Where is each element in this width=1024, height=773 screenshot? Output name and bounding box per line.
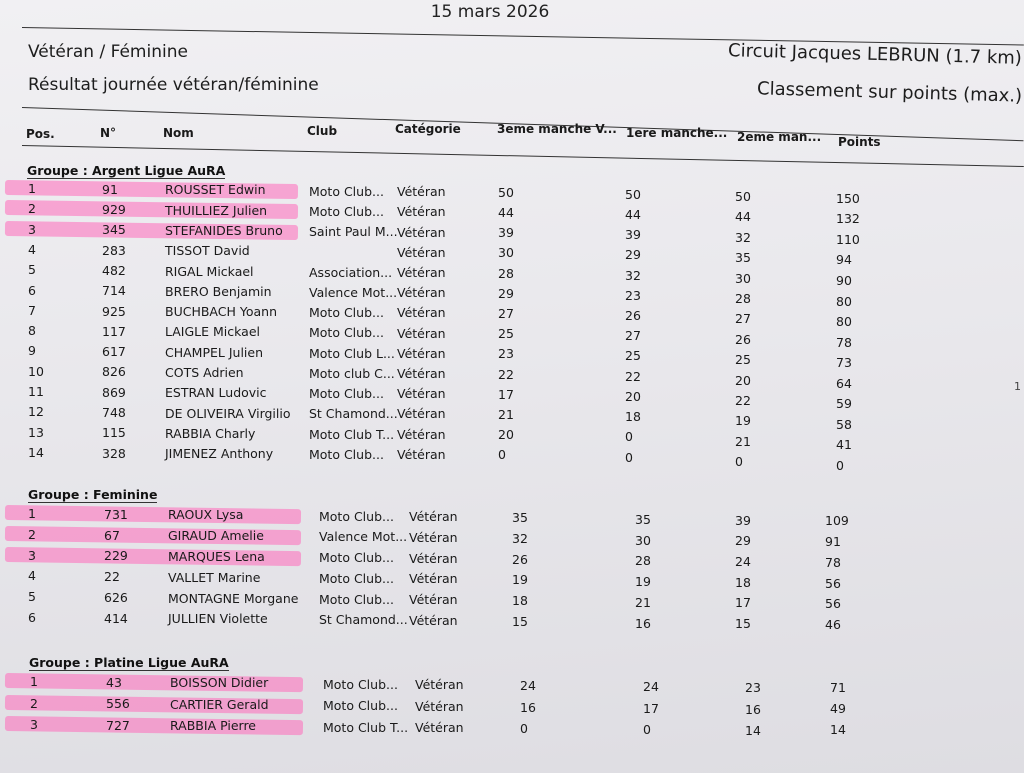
cell-race2: 28 bbox=[735, 290, 751, 306]
cell-race3: 0 bbox=[520, 720, 528, 736]
cell-race3: 27 bbox=[498, 305, 514, 321]
cell-race3: 16 bbox=[520, 699, 536, 715]
col-header-name: Nom bbox=[163, 126, 194, 140]
cell-points: 59 bbox=[836, 396, 852, 412]
cell-num: 328 bbox=[102, 445, 126, 461]
cell-race2: 30 bbox=[735, 270, 751, 286]
cell-name: COTS Adrien bbox=[165, 365, 244, 381]
cell-club: St Chamond... bbox=[309, 406, 398, 422]
cell-name: DE OLIVEIRA Virgilio bbox=[165, 405, 291, 421]
cell-club: Valence Mot... bbox=[319, 529, 408, 545]
cell-club: Moto Club... bbox=[323, 698, 398, 714]
cell-race3: 26 bbox=[512, 551, 528, 567]
cell-category: Vétéran bbox=[409, 592, 458, 608]
cell-race1: 0 bbox=[625, 449, 633, 465]
cell-race1: 18 bbox=[625, 409, 641, 425]
cell-race2: 29 bbox=[735, 533, 751, 549]
cell-points: 78 bbox=[836, 334, 852, 350]
cell-category: Vétéran bbox=[409, 529, 458, 545]
cell-category: Vétéran bbox=[397, 345, 446, 361]
cell-club: Moto Club L... bbox=[309, 345, 395, 361]
cell-category: Vétéran bbox=[397, 386, 446, 402]
cell-pos: 13 bbox=[28, 424, 44, 440]
cell-race1: 16 bbox=[635, 615, 651, 631]
cell-race2: 15 bbox=[735, 616, 751, 632]
cell-race1: 24 bbox=[643, 679, 659, 695]
cell-num: 414 bbox=[104, 610, 128, 626]
cell-num: 482 bbox=[102, 262, 126, 278]
cell-num: 626 bbox=[104, 589, 128, 605]
cell-num: 117 bbox=[102, 323, 126, 339]
cell-pos: 7 bbox=[28, 302, 36, 318]
col-header-race1: 1ere manche... bbox=[626, 126, 728, 140]
cell-num: 727 bbox=[106, 717, 130, 733]
cell-race3: 50 bbox=[498, 184, 514, 200]
cell-name: MONTAGNE Morgane bbox=[168, 590, 299, 606]
cell-num: 731 bbox=[104, 506, 128, 522]
cell-race3: 25 bbox=[498, 326, 514, 342]
cell-name: JULLIEN Violette bbox=[168, 611, 268, 627]
col-header-num: N° bbox=[100, 126, 117, 140]
result-line: Résultat journée vétéran/féminine bbox=[28, 75, 319, 95]
cell-num: 67 bbox=[104, 527, 120, 543]
cell-race1: 26 bbox=[625, 308, 641, 323]
cell-club: Saint Paul M... bbox=[309, 224, 398, 240]
cell-pos: 4 bbox=[28, 241, 36, 257]
cell-race1: 22 bbox=[625, 368, 641, 384]
col-header-pos: Pos. bbox=[26, 127, 55, 141]
cell-name: BUCHBACH Yoann bbox=[165, 304, 277, 320]
cell-name: LAIGLE Mickael bbox=[165, 324, 260, 340]
cell-race2: 44 bbox=[735, 209, 751, 225]
cell-num: 229 bbox=[104, 548, 128, 564]
cell-name: RAOUX Lysa bbox=[168, 507, 244, 523]
cell-category: Vétéran bbox=[397, 365, 446, 381]
cell-race1: 27 bbox=[625, 328, 641, 344]
highlight-mark bbox=[5, 716, 303, 735]
cell-pos: 6 bbox=[28, 282, 36, 298]
cell-category: Vétéran bbox=[409, 550, 458, 566]
cell-race2: 27 bbox=[735, 311, 751, 327]
cell-name: JIMENEZ Anthony bbox=[165, 446, 274, 462]
group-title: Groupe : Argent Ligue AuRA bbox=[27, 163, 226, 178]
cell-race2: 35 bbox=[735, 250, 751, 266]
cell-name: VALLET Marine bbox=[168, 569, 261, 585]
cell-race3: 0 bbox=[498, 447, 506, 463]
cell-race3: 35 bbox=[512, 510, 528, 526]
cell-pos: 3 bbox=[28, 221, 36, 237]
cell-club: Moto Club... bbox=[309, 203, 384, 219]
cell-name: BOISSON Didier bbox=[170, 675, 269, 691]
cell-category: Vétéran bbox=[397, 224, 446, 240]
cell-race3: 17 bbox=[498, 386, 514, 402]
cell-race3: 29 bbox=[498, 285, 514, 301]
cell-race1: 20 bbox=[625, 388, 641, 404]
cell-points: 90 bbox=[836, 273, 852, 288]
cell-race1: 0 bbox=[643, 721, 651, 737]
cell-race1: 30 bbox=[635, 532, 651, 548]
cell-club: Valence Mot... bbox=[309, 284, 398, 300]
cell-num: 283 bbox=[102, 242, 126, 258]
col-header-points: Points bbox=[838, 135, 881, 149]
circuit-title: Circuit Jacques LEBRUN (1.7 km) bbox=[727, 40, 1023, 69]
cell-race1: 23 bbox=[625, 287, 641, 303]
col-header-club: Club bbox=[307, 124, 338, 138]
cell-race1: 39 bbox=[625, 227, 641, 243]
cell-race1: 35 bbox=[635, 511, 651, 527]
highlight-mark bbox=[5, 505, 301, 524]
cell-category: Vétéran bbox=[409, 571, 458, 587]
cell-club: Moto Club... bbox=[309, 325, 384, 341]
cell-race3: 28 bbox=[498, 265, 514, 281]
cell-points: 56 bbox=[825, 575, 841, 591]
cell-race2: 21 bbox=[735, 433, 751, 449]
cell-name: MARQUES Lena bbox=[168, 549, 265, 564]
cell-race1: 29 bbox=[625, 247, 641, 263]
cell-name: TISSOT David bbox=[165, 243, 250, 259]
cell-points: 150 bbox=[836, 190, 860, 206]
cell-points: 94 bbox=[836, 252, 852, 268]
cell-points: 80 bbox=[836, 314, 852, 330]
cell-race3: 15 bbox=[512, 613, 528, 629]
cell-pos: 2 bbox=[30, 695, 38, 711]
cell-race2: 22 bbox=[735, 393, 751, 409]
cell-points: 46 bbox=[825, 616, 841, 632]
cell-club: Moto Club... bbox=[319, 508, 394, 524]
cell-pos: 1 bbox=[30, 674, 38, 690]
cell-category: Vétéran bbox=[415, 677, 464, 693]
cell-club: Moto Club... bbox=[319, 591, 394, 607]
cell-category: Vétéran bbox=[415, 698, 464, 714]
cell-points: 58 bbox=[836, 416, 852, 432]
cell-race3: 20 bbox=[498, 427, 514, 443]
cell-race3: 19 bbox=[512, 572, 528, 588]
cell-race1: 44 bbox=[625, 206, 641, 222]
cell-category: Vétéran bbox=[397, 406, 446, 422]
cell-race1: 17 bbox=[643, 700, 659, 716]
cell-race2: 25 bbox=[735, 352, 751, 368]
cell-pos: 1 bbox=[28, 506, 36, 521]
cell-name: STEFANIDES Bruno bbox=[165, 222, 283, 238]
cell-pos: 2 bbox=[28, 201, 36, 217]
cell-club: Moto Club... bbox=[319, 550, 394, 566]
cell-points: 109 bbox=[825, 513, 849, 529]
cell-club: Association... bbox=[309, 264, 393, 280]
cell-pos: 9 bbox=[28, 343, 36, 359]
cell-pos: 14 bbox=[28, 444, 44, 460]
cell-race3: 39 bbox=[498, 225, 514, 241]
cell-num: 43 bbox=[106, 674, 122, 690]
cell-points: 110 bbox=[836, 231, 860, 247]
cell-num: 869 bbox=[102, 384, 126, 400]
cell-category: Vétéran bbox=[397, 184, 446, 200]
cell-race1: 32 bbox=[625, 267, 641, 283]
cell-race3: 23 bbox=[498, 346, 514, 362]
cell-pos: 5 bbox=[28, 589, 36, 605]
cell-category: Vétéran bbox=[409, 612, 458, 628]
cell-race2: 23 bbox=[745, 680, 761, 696]
cell-num: 748 bbox=[102, 405, 126, 421]
cell-points: 56 bbox=[825, 596, 841, 612]
page-edge-mark: 1 bbox=[1014, 380, 1021, 393]
cell-points: 41 bbox=[836, 437, 852, 453]
cell-race3: 30 bbox=[498, 245, 514, 261]
col-header-category: Catégorie bbox=[395, 122, 461, 136]
cell-num: 91 bbox=[102, 181, 118, 197]
cell-pos: 12 bbox=[28, 404, 44, 420]
cell-race1: 28 bbox=[635, 553, 651, 569]
cell-category: Vétéran bbox=[397, 426, 446, 442]
cell-club: Moto Club... bbox=[309, 183, 384, 199]
cell-pos: 5 bbox=[28, 262, 36, 278]
cell-points: 14 bbox=[830, 722, 846, 738]
cell-pos: 11 bbox=[28, 384, 44, 399]
cell-race2: 14 bbox=[745, 722, 761, 738]
cell-name: ROUSSET Edwin bbox=[165, 182, 266, 198]
cell-name: RABBIA Pierre bbox=[170, 718, 256, 734]
cell-category: Vétéran bbox=[415, 720, 464, 736]
cell-race2: 26 bbox=[735, 331, 751, 347]
col-header-race2: 2eme man... bbox=[737, 130, 822, 144]
cell-club: Moto Club... bbox=[309, 446, 384, 462]
cell-pos: 6 bbox=[28, 610, 36, 625]
cell-race2: 32 bbox=[735, 229, 751, 245]
cell-points: 71 bbox=[830, 680, 846, 696]
cell-club: Moto Club... bbox=[309, 305, 384, 321]
cell-race2: 24 bbox=[735, 554, 751, 570]
cell-pos: 3 bbox=[30, 717, 38, 733]
cell-pos: 2 bbox=[28, 526, 36, 542]
cell-points: 49 bbox=[830, 701, 846, 717]
cell-name: CARTIER Gerald bbox=[170, 696, 269, 712]
cell-race1: 21 bbox=[635, 594, 651, 610]
cell-points: 91 bbox=[825, 534, 841, 550]
cell-name: CHAMPEL Julien bbox=[165, 344, 264, 360]
cell-race2: 19 bbox=[735, 413, 751, 429]
cell-pos: 4 bbox=[28, 568, 36, 584]
cell-club: St Chamond... bbox=[319, 612, 408, 628]
cell-race1: 0 bbox=[625, 429, 633, 445]
cell-race2: 17 bbox=[735, 595, 751, 611]
cell-category: Vétéran bbox=[397, 305, 446, 321]
cell-club: Moto club C... bbox=[309, 365, 395, 381]
cell-race3: 21 bbox=[498, 406, 514, 422]
cell-points: 0 bbox=[836, 457, 844, 473]
cell-name: RIGAL Mickael bbox=[165, 263, 254, 279]
cell-name: THUILLIEZ Julien bbox=[165, 202, 268, 218]
cell-race3: 22 bbox=[498, 366, 514, 382]
cell-race2: 20 bbox=[735, 372, 751, 388]
cell-pos: 10 bbox=[28, 363, 44, 379]
group-title: Groupe : Platine Ligue AuRA bbox=[29, 655, 229, 670]
cell-points: 80 bbox=[836, 293, 852, 309]
cell-race2: 39 bbox=[735, 512, 751, 528]
cell-category: Vétéran bbox=[397, 244, 446, 260]
cell-category: Vétéran bbox=[397, 264, 446, 280]
cell-race1: 50 bbox=[625, 186, 641, 202]
cell-category: Vétéran bbox=[397, 285, 446, 301]
cell-num: 714 bbox=[102, 283, 126, 299]
cell-club: Moto Club... bbox=[319, 570, 394, 586]
cell-category: Vétéran bbox=[409, 509, 458, 525]
cell-category: Vétéran bbox=[397, 446, 446, 462]
cell-num: 22 bbox=[104, 569, 120, 585]
cell-race1: 25 bbox=[625, 348, 641, 364]
cell-name: RABBIA Charly bbox=[165, 425, 256, 441]
cell-category: Vétéran bbox=[397, 204, 446, 220]
cell-race3: 32 bbox=[512, 530, 528, 546]
page-date: 15 mars 2026 bbox=[430, 2, 550, 22]
cell-pos: 8 bbox=[28, 323, 36, 339]
cell-num: 929 bbox=[102, 202, 126, 218]
ranking-title: Classement sur points (max.) bbox=[756, 78, 1023, 107]
category-line: Vétéran / Féminine bbox=[28, 42, 188, 62]
cell-race3: 18 bbox=[512, 593, 528, 609]
cell-race2: 18 bbox=[735, 574, 751, 590]
cell-points: 64 bbox=[836, 375, 852, 391]
cell-points: 73 bbox=[836, 355, 852, 371]
cell-points: 132 bbox=[836, 211, 860, 227]
cell-category: Vétéran bbox=[397, 325, 446, 341]
cell-race3: 24 bbox=[520, 678, 536, 694]
cell-name: ESTRAN Ludovic bbox=[165, 385, 267, 401]
cell-club: Moto Club... bbox=[309, 386, 384, 402]
cell-num: 826 bbox=[102, 364, 126, 380]
cell-num: 925 bbox=[102, 303, 126, 319]
cell-race2: 16 bbox=[745, 701, 761, 717]
cell-num: 345 bbox=[102, 222, 126, 238]
cell-club: Moto Club... bbox=[323, 676, 398, 692]
cell-num: 556 bbox=[106, 696, 130, 712]
cell-pos: 3 bbox=[28, 547, 36, 563]
group-title: Groupe : Feminine bbox=[28, 487, 158, 502]
col-header-race3: 3eme manche V... bbox=[497, 122, 617, 136]
cell-num: 617 bbox=[102, 344, 126, 360]
cell-race2: 0 bbox=[735, 454, 743, 470]
cell-name: GIRAUD Amelie bbox=[168, 528, 264, 544]
cell-club: Moto Club T... bbox=[323, 719, 409, 735]
cell-race3: 44 bbox=[498, 205, 514, 221]
cell-club: Moto Club T... bbox=[309, 426, 395, 442]
cell-num: 115 bbox=[102, 425, 126, 441]
cell-pos: 1 bbox=[28, 181, 36, 196]
cell-points: 78 bbox=[825, 554, 841, 570]
cell-race1: 19 bbox=[635, 574, 651, 590]
cell-name: BRERO Benjamin bbox=[165, 283, 272, 299]
cell-race2: 50 bbox=[735, 188, 751, 204]
